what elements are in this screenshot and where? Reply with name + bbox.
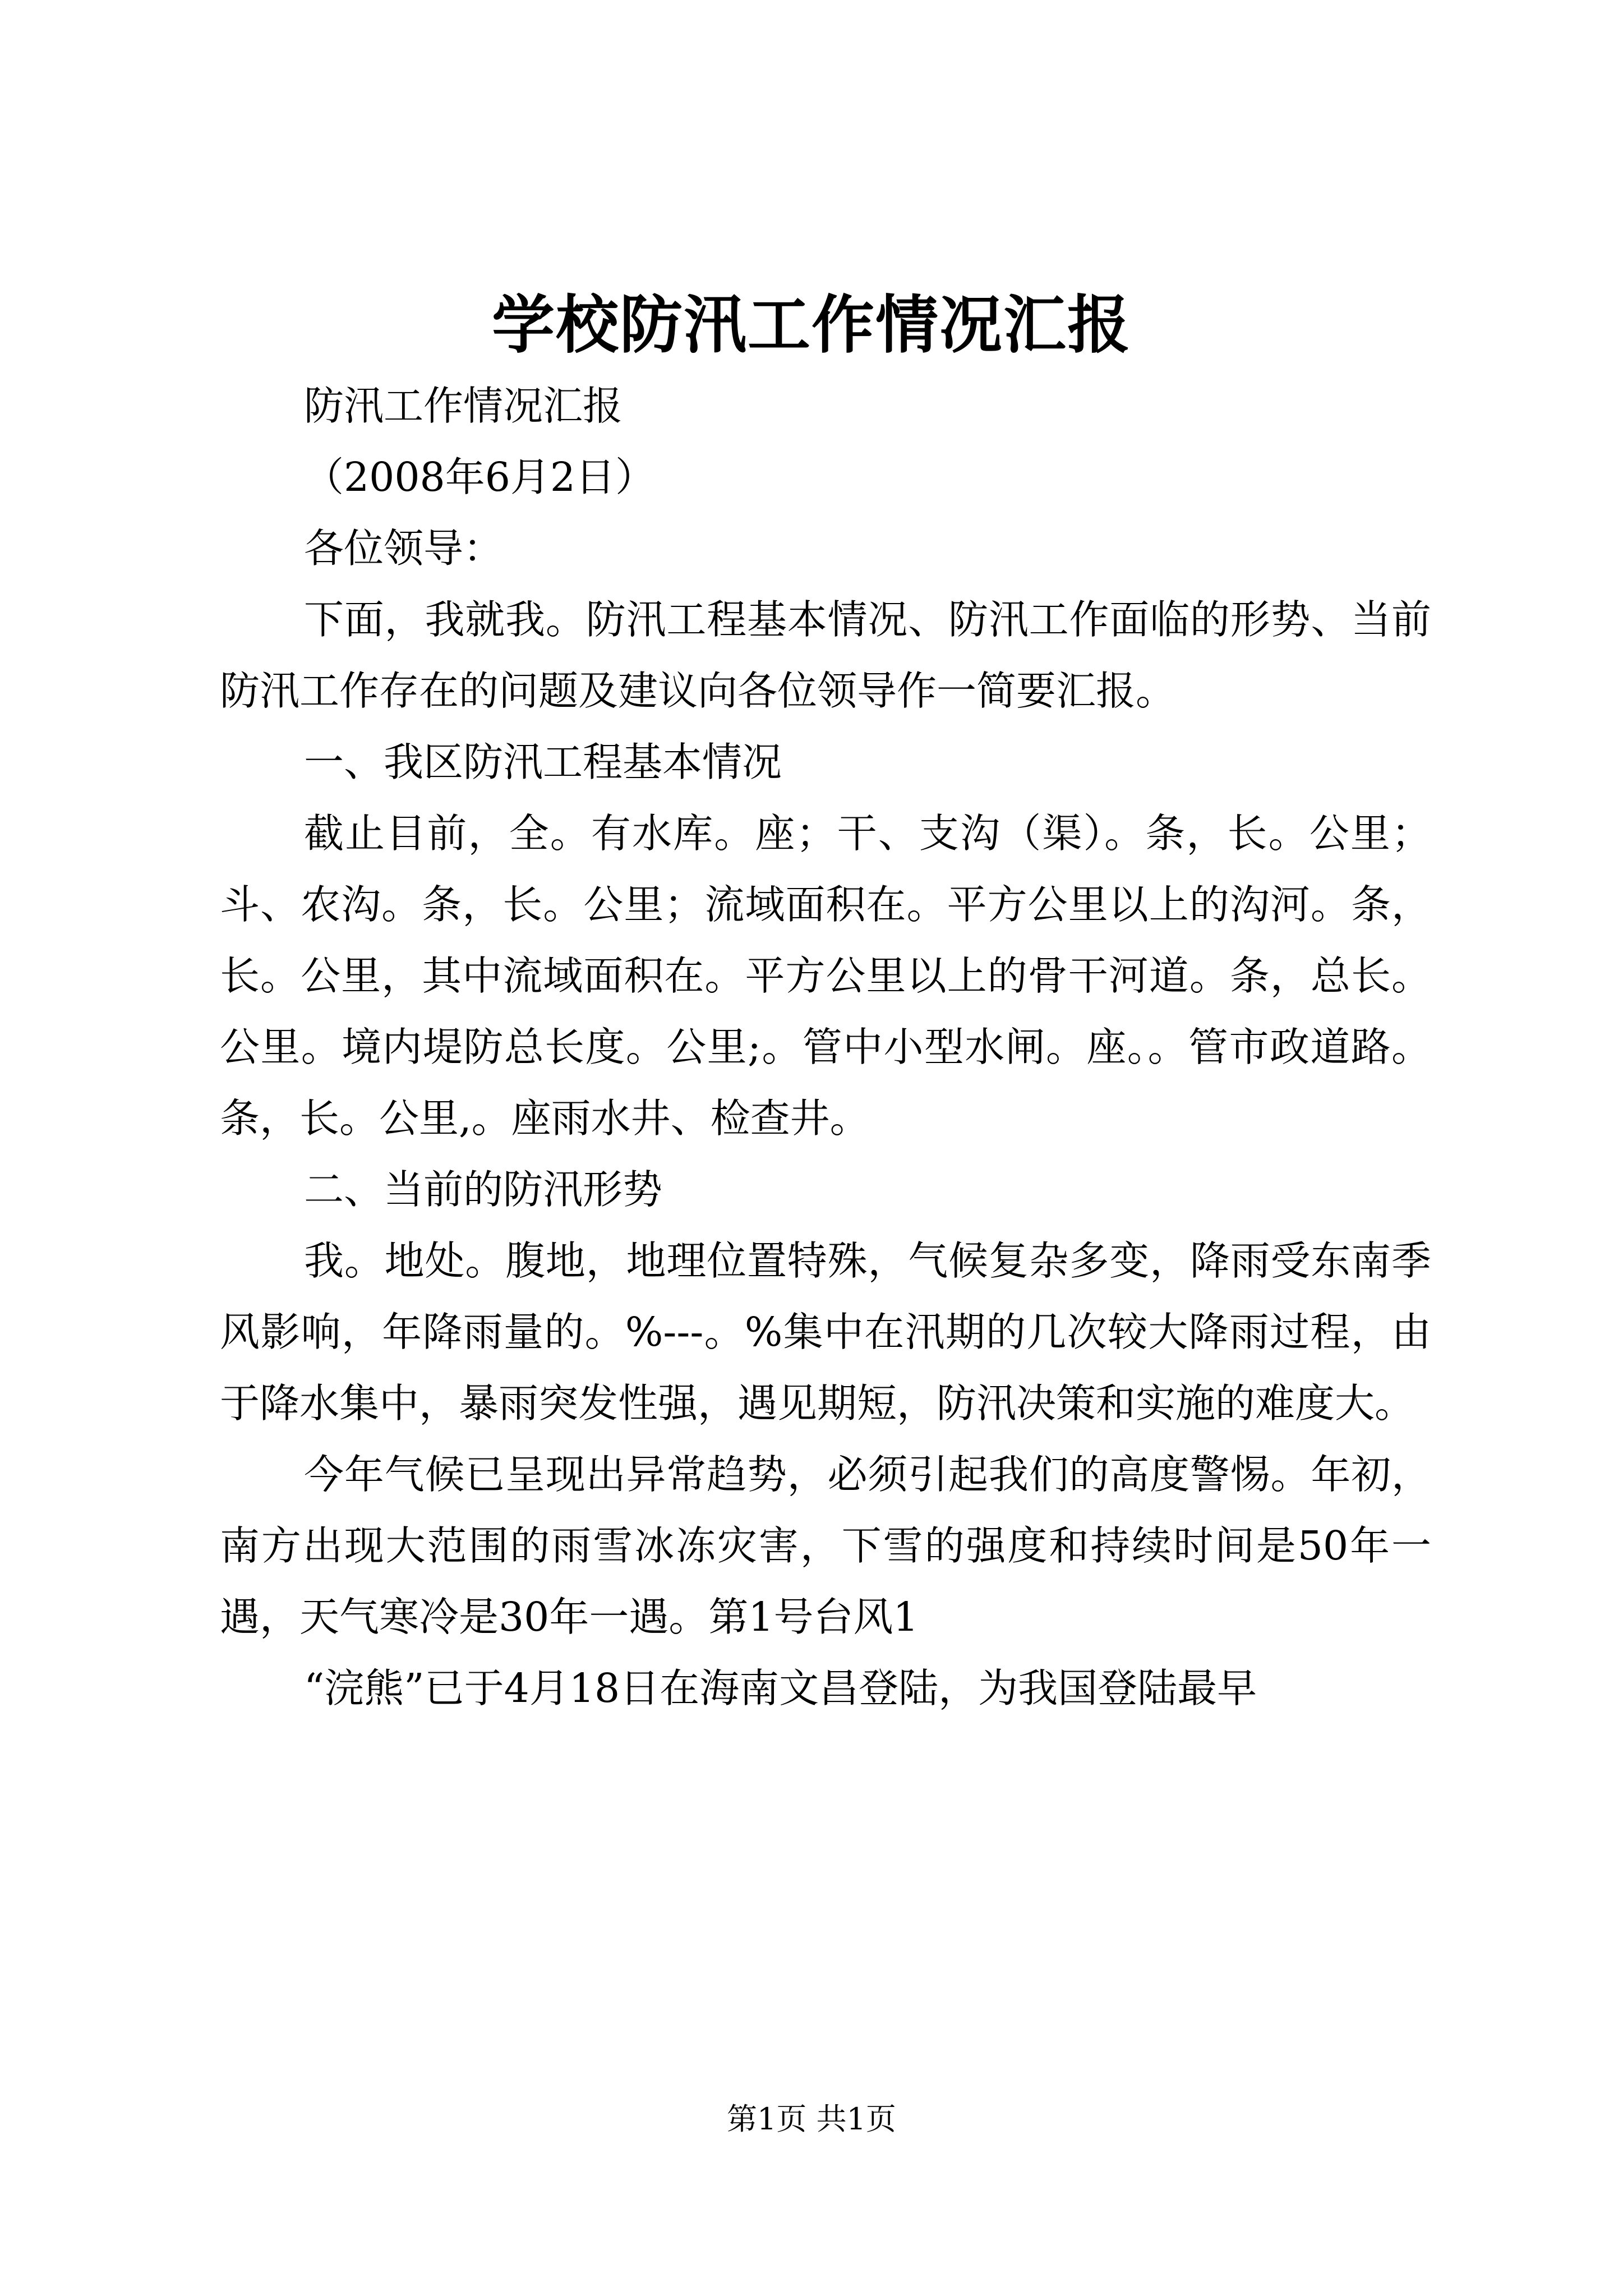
paragraph: 各位领导： <box>304 525 504 572</box>
document-title: 学校防汛工作情况汇报 <box>492 288 1131 362</box>
page-footer: 第1页 共1页 <box>727 2101 896 2137</box>
paragraph: 截止目前，全。有水库。座；干、支沟（渠）。条，长。公里；斗、农沟。条，长。公里；流域面积在。平方公里以上的沟河。条，长。公里，其中流域面积在。平方公里以上的骨干河道。条，总长。公里。境内堤防总长度。公里;。管中小型水闸。座。。管市政道路。条，长。公里,。座雨水井、检查井。 <box>220 810 1431 1142</box>
paragraph: “浣熊”已于4月18日在海南文昌登陆，为我国登陆最早 <box>304 1665 1257 1711</box>
paragraph: （2008年6月2日） <box>304 454 656 500</box>
paragraph: 防汛工作情况汇报 <box>304 383 623 429</box>
paragraph: 一、我区防汛工程基本情况 <box>304 739 782 785</box>
paragraph: 我。地处。腹地，地理位置特殊，气候复杂多变，降雨受东南季风影响，年降雨量的。%---。%集中在汛期的几次较大降雨过程，由于降水集中，暴雨突发性强，遇见期短，防汛决策和实施的难度大。 <box>220 1237 1431 1427</box>
paragraph: 二、当前的防汛形势 <box>304 1166 663 1213</box>
paragraph: 下面，我就我。防汛工程基本情况、防汛工作面临的形势、当前防汛工作存在的问题及建议向各位领导作一简要汇报。 <box>220 596 1431 714</box>
document-body <box>220 370 1431 1724</box>
paragraph: 今年气候已呈现出异常趋势，必须引起我们的高度警惕。年初，南方出现大范围的雨雪冰冻灾害，下雪的强度和持续时间是50年一遇，天气寒冷是30年一遇。第1号台风1 <box>220 1451 1431 1640</box>
